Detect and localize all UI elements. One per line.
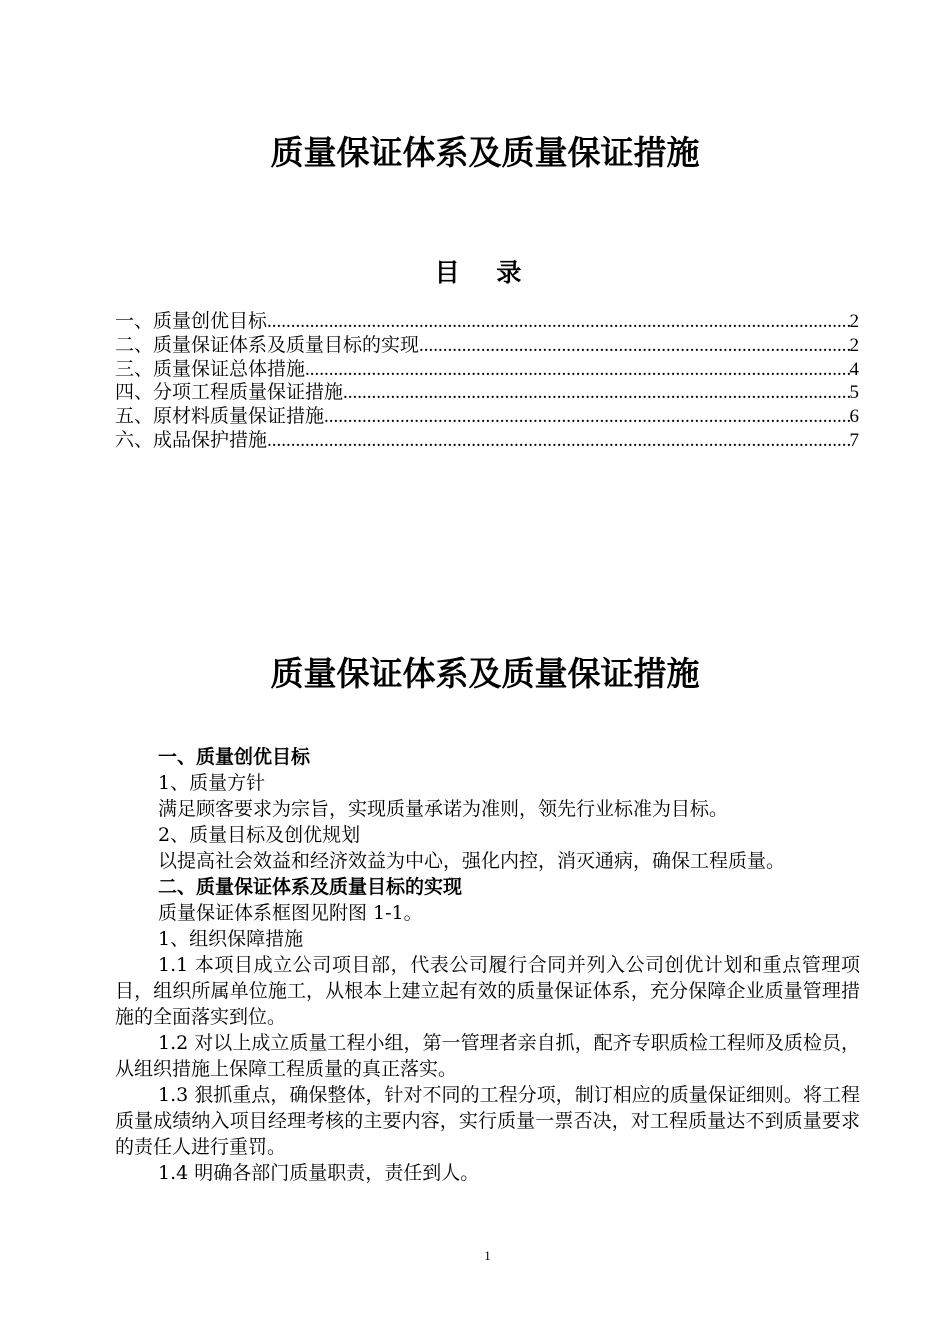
toc-entry-label: 六、成品保护措施 (115, 428, 268, 451)
toc-leader-dots (343, 381, 849, 405)
toc-entry-label: 三、质量保证总体措施 (115, 357, 306, 380)
paragraph: 满足顾客要求为宗旨，实现质量承诺为准则，领先行业标准为目标。 (158, 798, 729, 820)
toc-entry[interactable] (115, 429, 859, 453)
paragraph: 1.3 狠抓重点，确保整体，针对不同的工程分项，制订相应的质量保证细则。将工程质量成绩纳入项目经理考核的主要内容，实行质量一票否决，对工程质量达不到质量要求的责任人进行重罚。 (115, 1084, 860, 1158)
toc-leader-dots (305, 358, 849, 382)
table-of-contents (115, 310, 859, 453)
toc-leader-dots (419, 334, 849, 358)
toc-entry-label: 四、分项工程质量保证措施 (115, 381, 344, 404)
section-heading: 二、质量保证体系及质量目标的实现 (158, 876, 463, 898)
toc-leader-dots (267, 429, 849, 453)
toc-entry-label: 五、原材料质量保证措施 (115, 405, 325, 428)
subsection-title: 2、质量目标及创优规划 (158, 824, 361, 846)
page-number: 1 (484, 1248, 491, 1263)
document-body (115, 744, 860, 1186)
toc-entry[interactable] (115, 405, 859, 429)
subsection-title: 1、组织保障措施 (158, 928, 304, 950)
toc-entry-page: 5 (849, 382, 859, 404)
toc-leader-dots (267, 310, 849, 334)
section-heading: 一、质量创优目标 (158, 746, 311, 768)
toc-entry-label: 二、质量保证体系及质量目标的实现 (115, 333, 420, 356)
paragraph: 1.2 对以上成立质量工程小组，第一管理者亲自抓，配齐专职质检工程师及质检员，从组织措施上保障工程质量的真正落实。 (115, 1032, 860, 1080)
toc-entry-page: 4 (849, 358, 859, 380)
toc-entry[interactable] (115, 334, 859, 358)
toc-entry-page: 2 (849, 311, 859, 332)
paragraph: 质量保证体系框图见附图 1-1。 (158, 902, 423, 924)
toc-entry-page: 6 (849, 406, 859, 428)
toc-entry-page: 2 (849, 334, 859, 356)
toc-heading: 目 录 (434, 258, 536, 287)
cover-title: 质量保证体系及质量保证措施 (270, 133, 700, 172)
toc-entry[interactable] (115, 381, 859, 405)
body-title: 质量保证体系及质量保证措施 (270, 654, 700, 693)
toc-entry-label: 一、质量创优目标 (115, 310, 268, 332)
paragraph: 1.4 明确各部门质量职责，责任到人。 (158, 1162, 480, 1184)
toc-entry[interactable] (115, 358, 859, 382)
toc-entry-page: 7 (849, 429, 859, 451)
toc-entry[interactable] (115, 310, 859, 334)
toc-leader-dots (324, 405, 849, 429)
paragraph: 1.1 本项目成立公司项目部，代表公司履行合同并列入公司创优计划和重点管理项目，组织所属单位施工，从根本上建立起有效的质量保证体系，充分保障企业质量管理措施的全面落实到位。 (115, 954, 860, 1028)
paragraph: 以提高社会效益和经济效益为中心，强化内控，消灭通病，确保工程质量。 (158, 850, 786, 872)
subsection-title: 1、质量方针 (158, 772, 266, 794)
